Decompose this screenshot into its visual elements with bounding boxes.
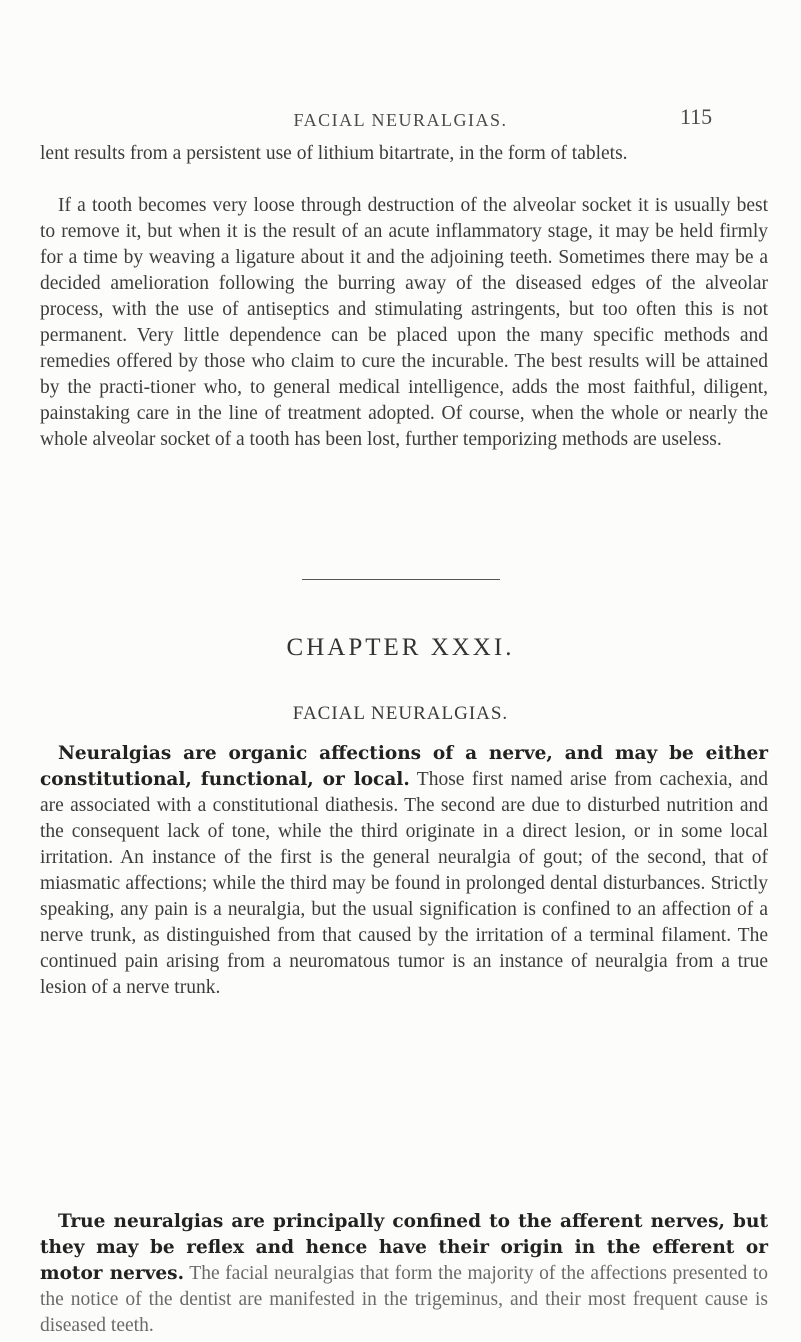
- paragraph-lead: True neuralgias are principally confined to the afferent nerves, but they may be reflex and hence have their origin in the efferent or motor nerves.: [40, 1211, 768, 1284]
- paragraph-loose-tooth: If a tooth becomes very loose through destruction of the alveolar socket it is usually best to remove it, but when it is the result of an acute inflammatory stage, it may be held firmly for a time by weaving a ligature about it and the adjoining teeth. Sometimes there may be a decided amelioration following the burring away of the diseased edges of the alveolar process, with the use of antiseptics and stimulating astringents, but too often this is not permanent. Very little dependence can be placed upon the many specific methods and remedies offered by those who claim to cure the incurable. The best results will be attained by the practi-tioner who, to general medical intelligence, adds the most faithful, diligent, painstaking care in the line of treatment adopted. Of course, when the whole or nearly the whole alveolar socket of a tooth has been lost, further temporizing methods are useless.: [40, 195, 768, 450]
- paragraph-body: The facial neuralgias that form the majority of the affections presented to the notice of the dentist are manifested in the trigeminus, and their most frequent cause is diseased teeth.: [40, 1263, 768, 1336]
- paragraph-true-neuralgias: [40, 1209, 768, 1339]
- chapter-title: FACIAL NEURALGIAS.: [292, 703, 509, 724]
- paragraph-lead: Neuralgias are organic affections of a nerve, and may be either constitutional, functional, or local.: [40, 743, 768, 790]
- paragraph-neuralgias: [40, 741, 768, 1001]
- paragraph-continuation: lent results from a persistent use of lithium bitartrate, in the form of tablets.: [40, 143, 628, 164]
- running-head: FACIAL NEURALGIAS.: [293, 110, 508, 130]
- chapter-divider: [302, 579, 500, 580]
- chapter-heading: CHAPTER XXXI.: [286, 634, 515, 661]
- paragraph-body: Those first named arise from cachexia, and are associated with a constitutional diathesis. The second are due to disturbed nutrition and the consequent lack of tone, while the third originate in a direct lesion, or in some local irritation. An instance of the first is the general neuralgia of gout; of the second, that of miasmatic affections; while the third may be found in prolonged dental disturbances. Strictly speaking, any pain is a neuralgia, but the usual signification is confined to an affection of a nerve trunk, as distinguished from that caused by the irritation of a terminal filament. The continued pain arising from a neuromatous tumor is an instance of neuralgia from a true lesion of a nerve trunk.: [40, 769, 768, 998]
- page-number: 115: [680, 104, 713, 129]
